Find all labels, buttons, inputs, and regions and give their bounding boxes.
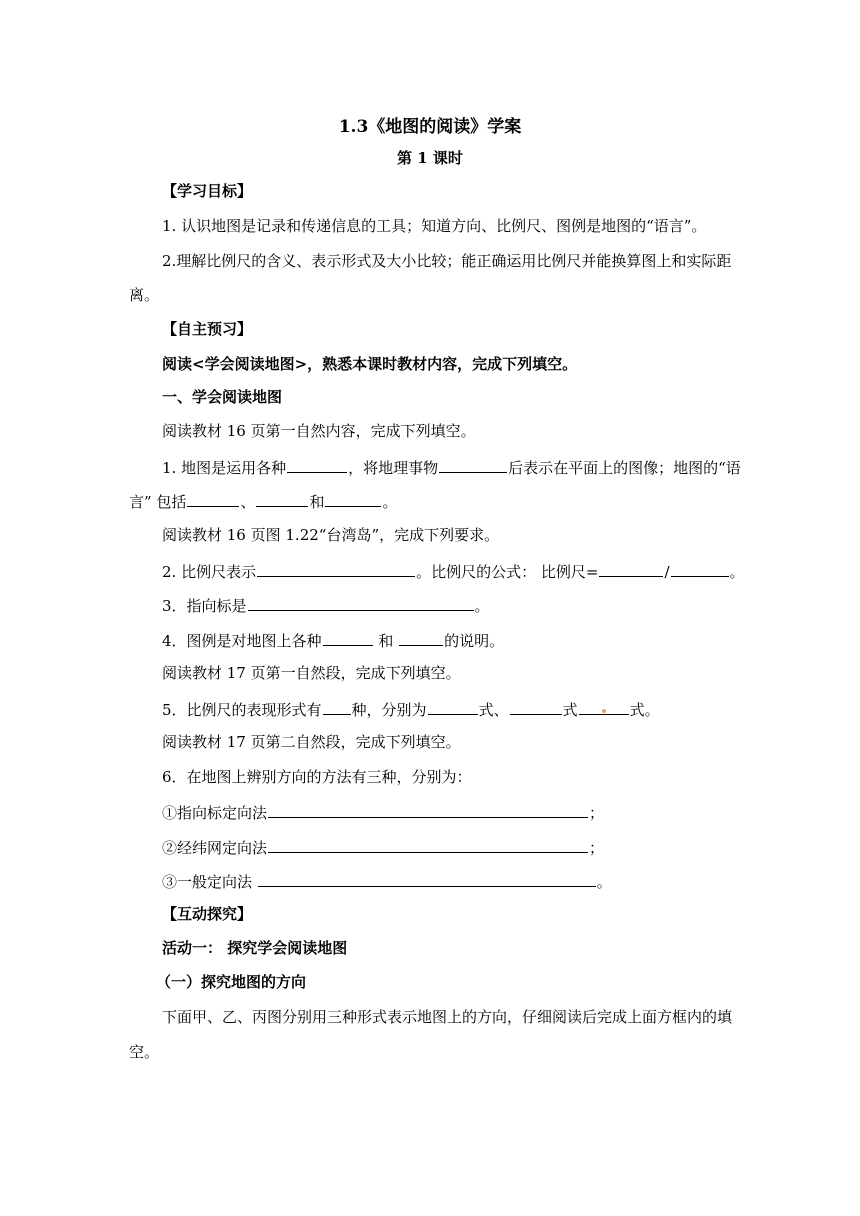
fill-blank[interactable] — [428, 698, 478, 715]
activity-1-heading: 活动一： 探究学会阅读地图 — [162, 939, 348, 957]
page-title: 1.3《地图的阅读》学案 — [338, 117, 522, 137]
q5-text-a: 5．比例尺的表现形式有 — [162, 701, 322, 719]
m1-text-a: ①指向标定向法 — [162, 804, 268, 822]
q1-text-d: 言” 包括 — [129, 493, 187, 511]
q1-text-g: 。 — [382, 493, 398, 511]
final-paragraph-line1: 下面甲、乙、丙图分别用三种形式表示地图上的方向，仔细阅读后完成上面方框内的填 — [162, 1008, 733, 1026]
m2-text-b: ； — [589, 839, 605, 857]
goals-heading: 【学习目标】 — [162, 182, 253, 200]
method-3 — [162, 870, 612, 892]
fill-blank[interactable] — [258, 870, 596, 887]
fill-blank[interactable] — [671, 560, 729, 577]
goal-2-line2: 离。 — [129, 286, 160, 304]
question-5 — [162, 698, 660, 720]
fill-blank[interactable] — [325, 490, 381, 507]
fill-blank[interactable] — [599, 560, 663, 577]
goal-1: 1. 认识地图是记录和传递信息的工具；知道方向、比例尺、图例是地图的“语言”。 — [162, 217, 707, 235]
q1-text-b: ，将地理事物 — [348, 459, 439, 477]
m3-text-a: ③一般定向法 — [162, 873, 257, 891]
q2-text-d: 。 — [729, 563, 745, 581]
read-instruction-4: 阅读教材 17 页第二自然段，完成下列填空。 — [162, 733, 461, 751]
q3-text-b: 。 — [474, 597, 490, 615]
fill-blank[interactable] — [256, 490, 308, 507]
fill-blank[interactable] — [257, 560, 415, 577]
interact-heading: 【互动探究】 — [162, 905, 253, 923]
preview-intro: 阅读<学会阅读地图>，熟悉本课时教材内容，完成下列填空。 — [162, 355, 578, 373]
fill-blank[interactable] — [187, 490, 239, 507]
goal-2-line1: 2.理解比例尺的含义、表示形式及大小比较；能正确运用比例尺并能换算图上和实际距 — [162, 252, 732, 270]
question-4 — [162, 629, 504, 651]
fill-blank[interactable] — [323, 629, 373, 646]
q4-text-a: 4．图例是对地图上各种 — [162, 632, 322, 650]
question-1-line2 — [129, 490, 397, 512]
question-3 — [162, 594, 490, 616]
q2-text-b: 。比例尺的公式： 比例尺= — [416, 563, 599, 581]
fill-blank[interactable] — [399, 629, 443, 646]
q5-text-d: 式 — [562, 701, 578, 719]
fill-blank[interactable] — [323, 698, 351, 715]
q4-text-c: 的说明。 — [444, 632, 505, 650]
read-instruction-3: 阅读教材 17 页第一自然段，完成下列填空。 — [162, 664, 461, 682]
q1-text-f: 和 — [309, 493, 325, 511]
q5-text-c: 式、 — [478, 701, 509, 719]
fill-blank[interactable] — [268, 801, 588, 818]
explore-1-heading: （一）探究地图的方向 — [156, 973, 307, 991]
method-1 — [162, 801, 604, 823]
m1-text-b: ； — [589, 804, 605, 822]
q2-text-c: / — [664, 563, 670, 581]
question-6: 6．在地图上辨别方向的方法有三种，分别为： — [162, 768, 472, 786]
m3-text-b: 。 — [596, 873, 612, 891]
part1-heading: 一、学会阅读地图 — [162, 388, 283, 406]
q3-text-a: 3．指向标是 — [162, 597, 247, 615]
fill-blank[interactable] — [510, 698, 562, 715]
q4-text-b: 和 — [373, 632, 399, 650]
orange-dot-mark — [602, 709, 606, 713]
preview-heading: 【自主预习】 — [162, 320, 253, 338]
q5-text-e: 式。 — [629, 701, 660, 719]
fill-blank[interactable] — [287, 456, 347, 473]
q2-text-a: 2. 比例尺表示 — [162, 563, 257, 581]
q5-text-b: 种，分别为 — [351, 701, 427, 719]
question-1-line1 — [162, 456, 741, 478]
read-instruction-1: 阅读教材 16 页第一自然内容，完成下列填空。 — [162, 422, 476, 440]
q1-text-a: 1. 地图是运用各种 — [162, 459, 287, 477]
read-instruction-2: 阅读教材 16 页图 1.22“台湾岛”，完成下列要求。 — [162, 526, 500, 544]
fill-blank[interactable] — [268, 836, 588, 853]
method-2 — [162, 836, 604, 858]
question-2 — [162, 560, 745, 582]
final-paragraph-line2: 空。 — [129, 1043, 160, 1061]
m2-text-a: ②经纬网定向法 — [162, 839, 268, 857]
page-subtitle: 第 1 课时 — [397, 149, 463, 167]
q1-text-e: 、 — [240, 493, 256, 511]
fill-blank[interactable] — [439, 456, 507, 473]
fill-blank[interactable] — [248, 594, 474, 611]
q1-text-c: 后表示在平面上的图像；地图的“语 — [508, 459, 741, 477]
